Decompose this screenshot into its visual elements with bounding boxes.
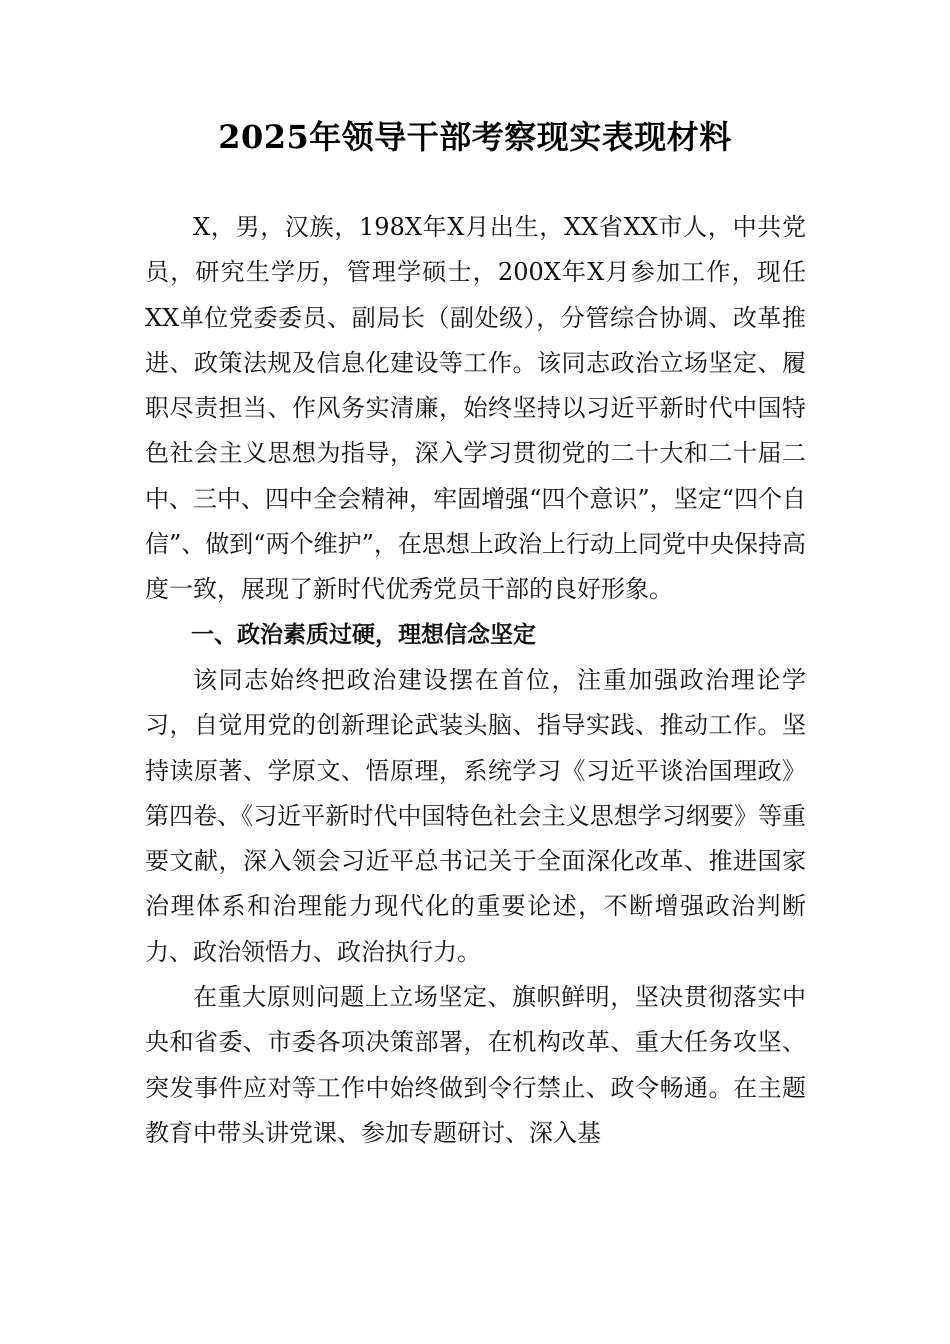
section-heading: 一、政治素质过硬，理想信念坚定 xyxy=(191,621,536,648)
document-body xyxy=(145,205,806,1156)
paragraph-political-study: 该同志始终把政治建设摆在首位，注重加强政治理论学习，自觉用党的创新理论武装头脑、指导实践、推动工作。坚持读原著、学原文、悟原理，系统学习《习近平谈治国理政》第四卷、《习近平新时代中国特色社会主义思想学习纲要》等重要文献，深入领会习近平总书记关于全面深化改革、推进国家治理体系和治理能力现代化的重要论述，不断增强政治判断力、政治领悟力、政治执行力。 xyxy=(145,665,806,966)
paragraph-intro: X，男，汉族，198X年X月出生，XX省XX市人，中共党员，研究生学历，管理学硕士，200X年X月参加工作，现任XX单位党委委员、副局长（副处级），分管综合协调、改革推进、政策法规及信息化建设等工作。该同志政治立场坚定、履职尽责担当、作风务实清廉，始终坚持以习近平新时代中国特色社会主义思想为指导，深入学习贯彻党的二十大和二十届二中、三中、四中全会精神，牢固增强“四个意识”，坚定“四个自信”、做到“两个维护”，在思想上政治上行动上同党中央保持高度一致，展现了新时代优秀党员干部的良好形象。 xyxy=(145,213,806,604)
document-title: 2025年领导干部考察现实表现材料 xyxy=(218,118,732,156)
paragraph-political-stance: 在重大原则问题上立场坚定、旗帜鲜明，坚决贯彻落实中央和省委、市委各项决策部署，在机构改革、重大任务攻坚、突发事件应对等工作中始终做到令行禁止、政令畅通。在主题教育中带头讲党课、参加专题研讨、深入基 xyxy=(145,983,806,1147)
